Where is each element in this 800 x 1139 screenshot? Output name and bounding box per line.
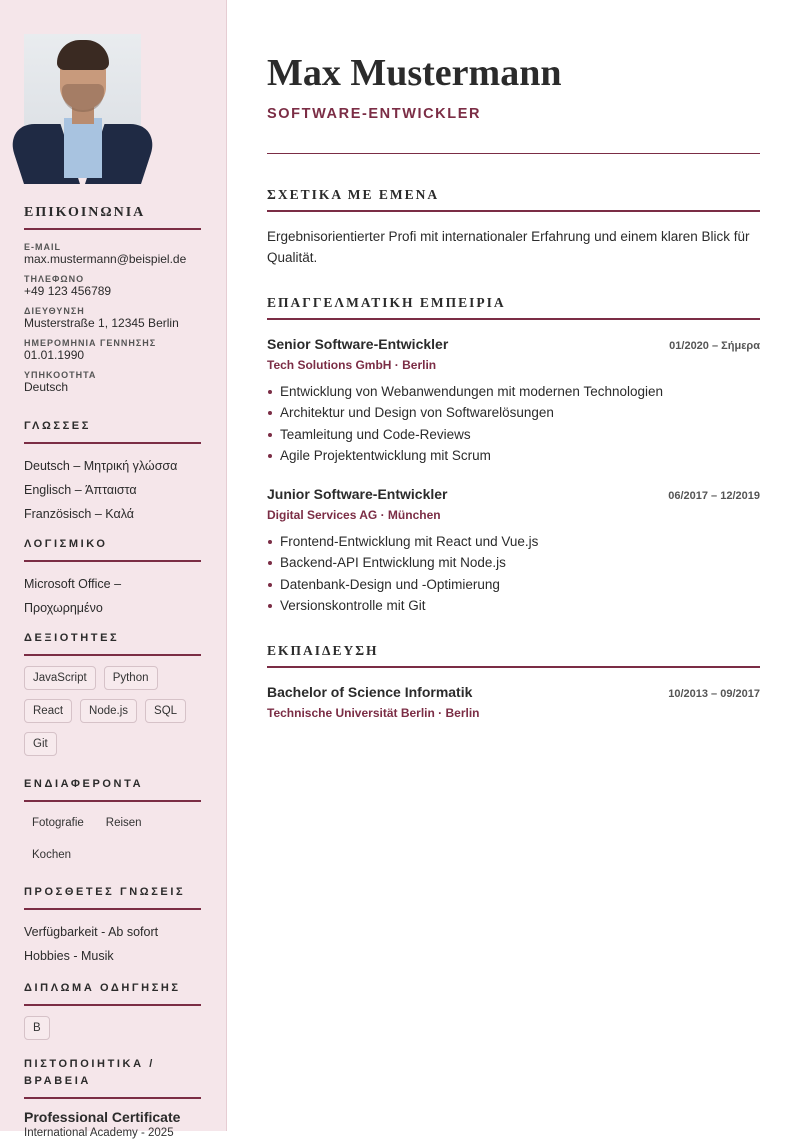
education-org: Technische Universität Berlin · Berlin — [267, 705, 480, 720]
contact-label-birthdate: ΗΜΕΡΟΜΗΝΙΑ ΓΕΝΝΗΣΗΣ — [24, 338, 157, 348]
education-entry — [267, 684, 760, 720]
education-heading: ΕΚΠΑΙΔΕΥΣΗ — [267, 643, 760, 668]
job-org: Digital Services AG · München — [267, 507, 441, 522]
contact-value-nationality: Deutsch — [24, 380, 69, 394]
interests-heading: ΕΝΔΙΑΦΕΡΟΝΤΑ — [24, 776, 201, 802]
certificate-subtitle: International Academy - 2025 — [24, 1127, 174, 1139]
software-section — [24, 536, 201, 620]
skills-tags — [24, 666, 201, 756]
additional-section — [24, 884, 201, 968]
contact-value-address: Musterstraße 1, 12345 Berlin — [24, 316, 179, 330]
contact-label-address: ΔΙΕΥΘΥΝΣΗ — [24, 306, 85, 316]
skill-tag: Git — [24, 732, 57, 756]
job-bullets — [267, 381, 760, 467]
license-heading: ΔΙΠΛΩΜΑ ΟΔΗΓΗΣΗΣ — [24, 980, 201, 1006]
skill-tag: React — [24, 699, 72, 723]
interest-item: Kochen — [32, 849, 72, 862]
interest-item: Reisen — [105, 817, 142, 830]
experience-section — [267, 295, 760, 617]
job-org: Tech Solutions GmbH · Berlin — [267, 357, 437, 372]
header-divider — [267, 153, 760, 154]
license-tag: B — [24, 1016, 50, 1040]
license-section — [24, 980, 201, 1040]
contact-value-phone[interactable]: +49 123 456789 — [24, 284, 112, 298]
job-date: 06/2017 – 12/2019 — [668, 489, 760, 502]
additional-item: Hobbies - Musik — [24, 949, 114, 964]
profile-name: Max Mustermann — [267, 52, 562, 94]
main-content — [267, 0, 760, 720]
job-bullet: Entwicklung von Webanwendungen mit modernen Technologien — [267, 381, 760, 403]
job-title: Junior Software-Entwickler — [267, 485, 448, 502]
about-heading: ΣΧΕΤΙΚΑ ΜΕ ΕΜΕΝΑ — [267, 187, 760, 212]
job-date: 01/2020 – Σήμερα — [669, 339, 760, 352]
profile-photo — [24, 34, 141, 173]
contact-label-email: E-MAIL — [24, 242, 61, 252]
job-bullets — [267, 531, 760, 617]
contact-value-email[interactable]: max.mustermann@beispiel.de — [24, 252, 187, 266]
languages-heading: ΓΛΩΣΣΕΣ — [24, 418, 201, 444]
language-item: Deutsch – Μητρική γλώσσα — [24, 459, 178, 474]
job-bullet: Versionskontrolle mit Git — [267, 595, 760, 617]
job-title: Senior Software-Entwickler — [267, 335, 449, 352]
contact-label-nationality: ΥΠΗΚΟΟΤΗΤΑ — [24, 370, 97, 380]
job-bullet: Teamleitung und Code-Reviews — [267, 424, 760, 446]
certificates-section — [24, 1056, 201, 1139]
job-bullet: Frontend-Entwicklung mit React und Vue.js — [267, 531, 760, 553]
job-entry — [267, 486, 760, 617]
sidebar — [0, 0, 227, 1139]
skill-tag: JavaScript — [24, 666, 96, 690]
contact-section — [24, 205, 201, 394]
profile-role: SOFTWARE-ENTWICKLER — [267, 105, 482, 122]
about-text: Ergebnisorientierter Profi mit internationaler Erfahrung und einem klaren Blick für Qualität. — [267, 228, 750, 265]
skill-tag: Node.js — [80, 699, 137, 723]
certificate-title: Professional Certificate — [24, 1109, 181, 1126]
job-bullet: Backend-API Entwicklung mit Node.js — [267, 552, 760, 574]
additional-item: Verfügbarkeit - Ab sofort — [24, 925, 159, 940]
language-item: Englisch – Άπταιστα — [24, 483, 137, 498]
language-item: Französisch – Καλά — [24, 507, 134, 522]
experience-heading: ΕΠΑΓΓΕΛΜΑΤΙΚΗ ΕΜΠΕΙΡΙΑ — [267, 295, 760, 320]
skills-heading: ΔΕΞΙΟΤΗΤΕΣ — [24, 630, 201, 656]
education-date: 10/2013 – 09/2017 — [668, 687, 760, 700]
skill-tag: SQL — [145, 699, 186, 723]
education-section — [267, 643, 760, 720]
interest-item: Fotografie — [32, 817, 84, 830]
interests-section — [24, 776, 201, 866]
skill-tag: Python — [104, 666, 158, 690]
additional-heading: ΠΡΟΣΘΕΤΕΣ ΓΝΩΣΕΙΣ — [24, 884, 201, 910]
languages-section — [24, 418, 201, 526]
contact-heading: ΕΠΙΚΟΙΝΩΝΙΑ — [24, 205, 201, 230]
contact-value-birthdate: 01.01.1990 — [24, 348, 85, 362]
education-title: Bachelor of Science Informatik — [267, 683, 473, 700]
about-section — [267, 187, 760, 268]
certificates-heading: ΠΙΣΤΟΠΟΙΗΤΙΚΑ / ΒΡΑΒΕΙΑ — [24, 1056, 201, 1099]
software-heading: ΛΟΓΙΣΜΙΚΟ — [24, 536, 201, 562]
job-bullet: Datenbank-Design und -Optimierung — [267, 574, 760, 596]
software-item: Microsoft Office – Προχωρημένο — [24, 577, 122, 616]
skills-section — [24, 630, 201, 756]
contact-label-phone: ΤΗΛΕΦΩΝΟ — [24, 274, 85, 284]
job-entry — [267, 336, 760, 467]
job-bullet: Agile Projektentwicklung mit Scrum — [267, 445, 760, 467]
job-bullet: Architektur und Design von Softwarelösungen — [267, 402, 760, 424]
